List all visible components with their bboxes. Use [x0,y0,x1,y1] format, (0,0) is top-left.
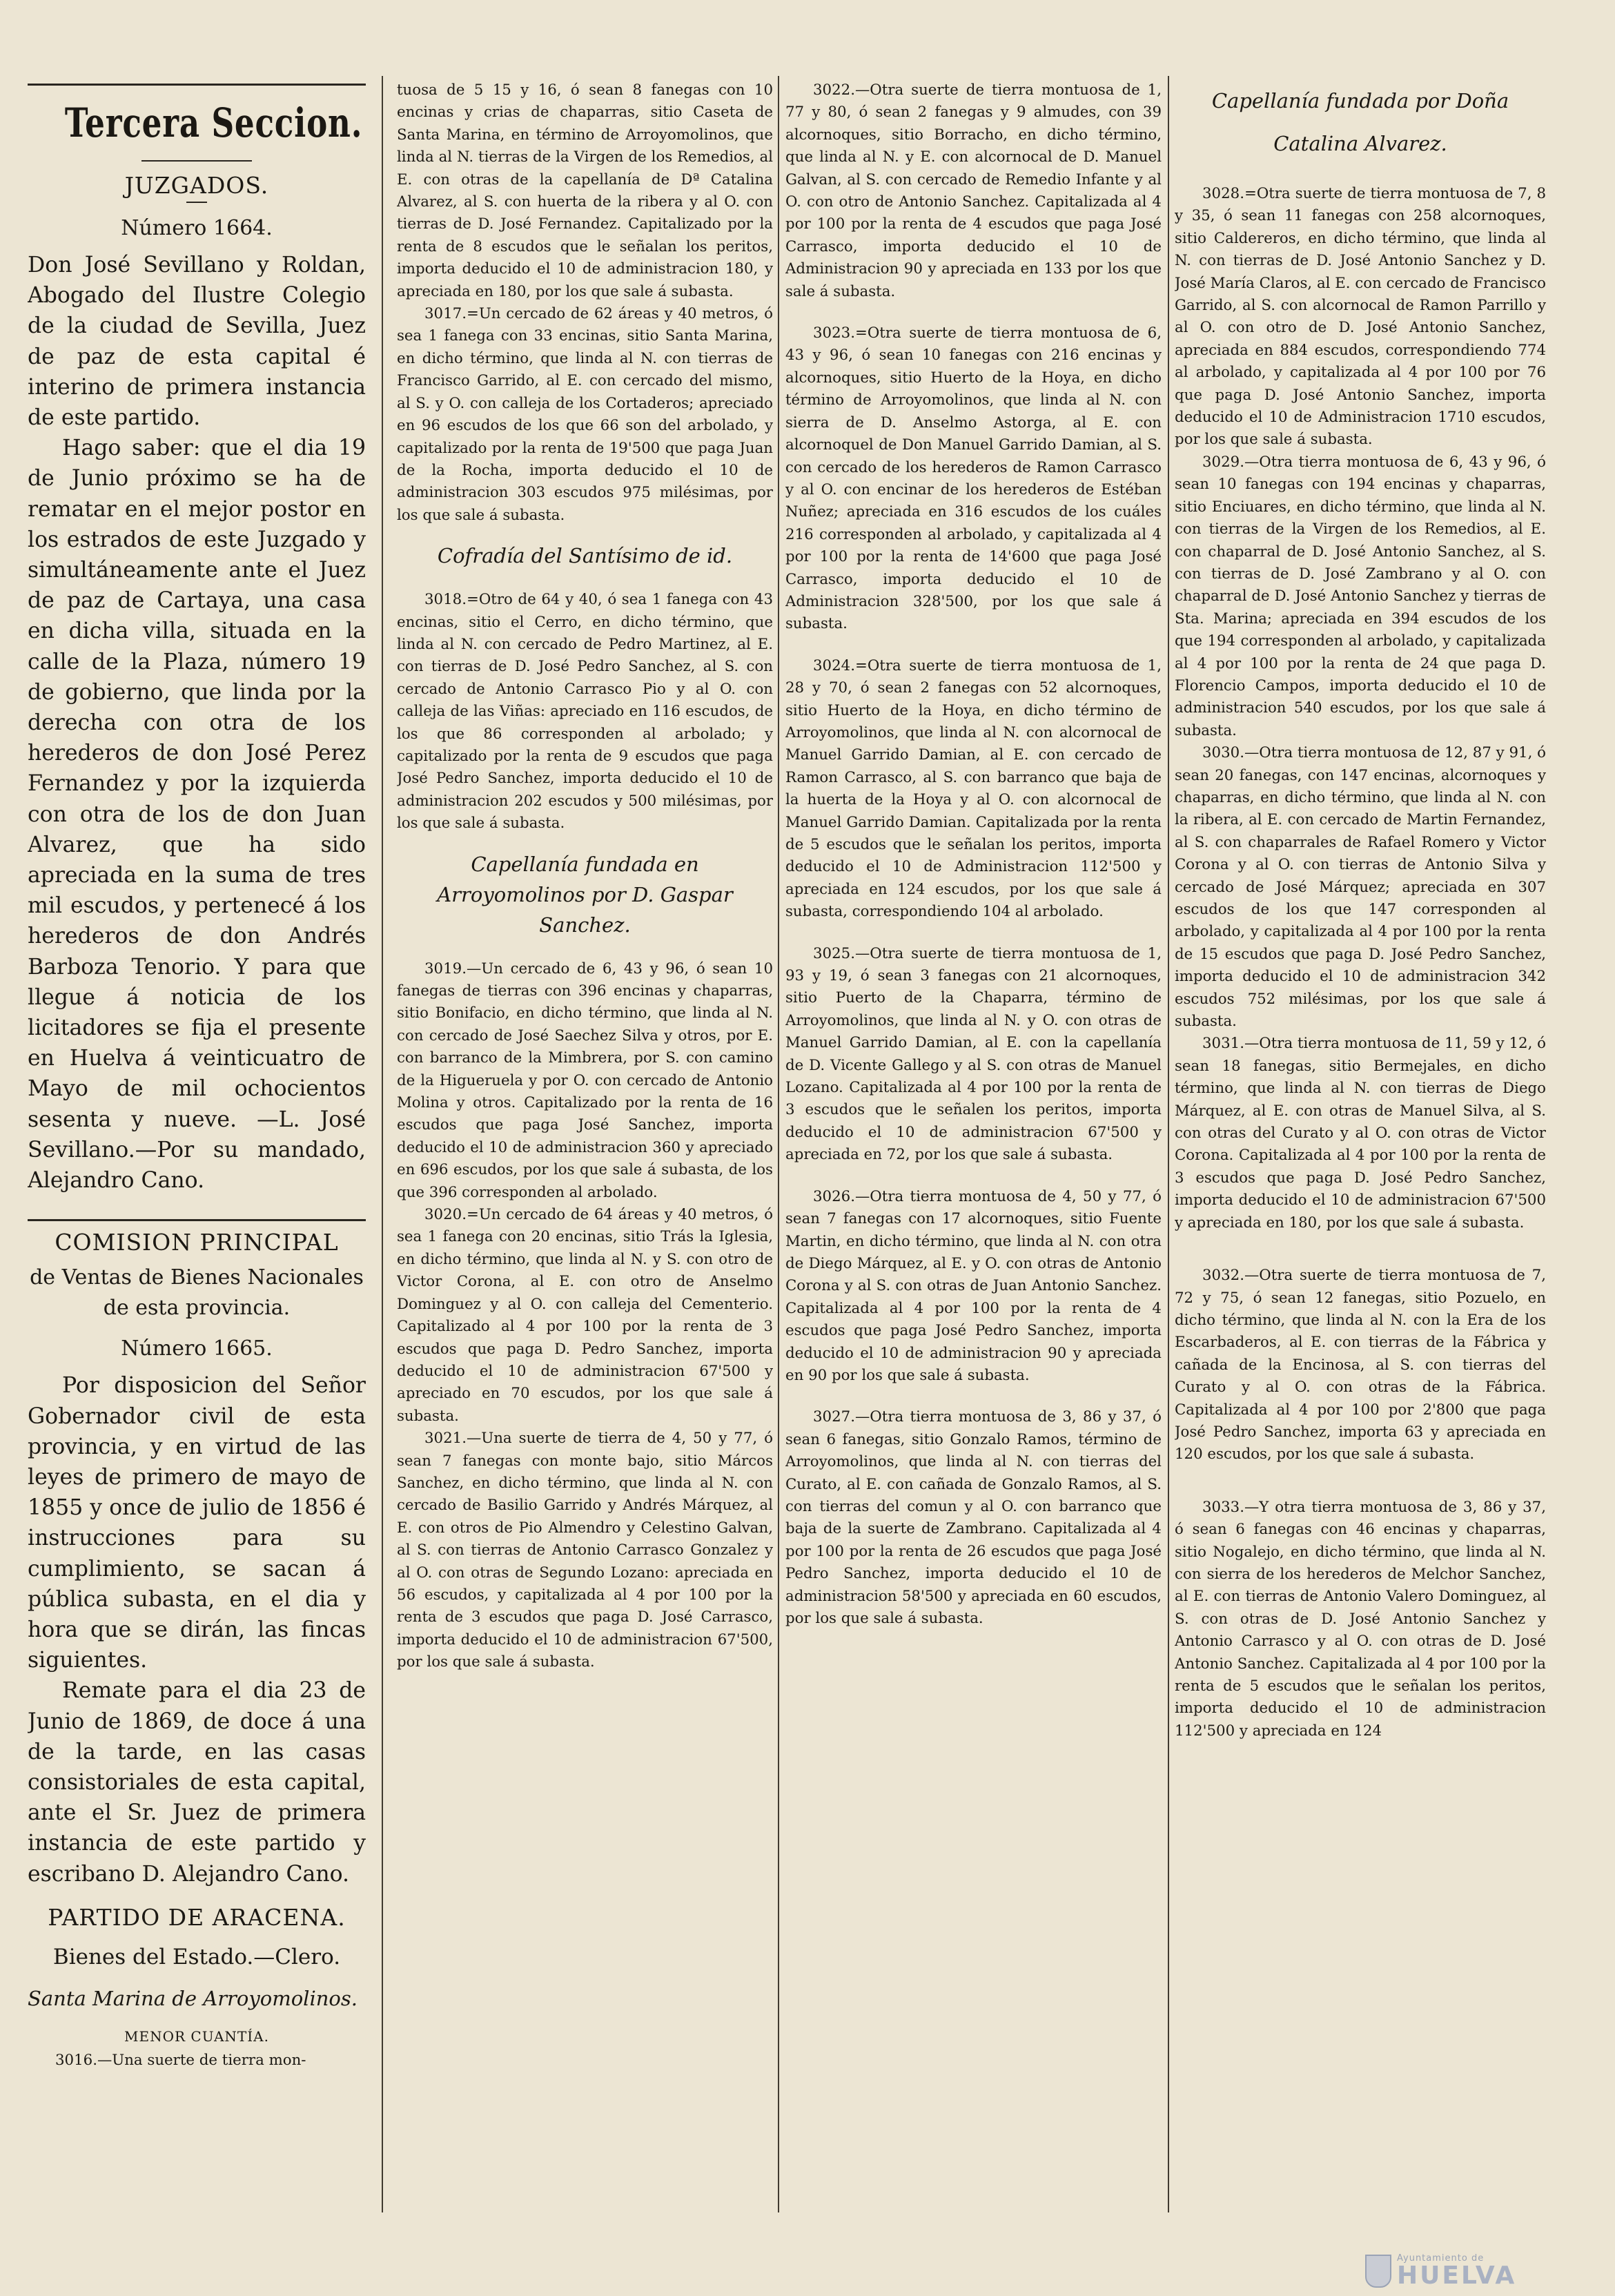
top-rule [28,84,366,86]
lot-3028: 3028.=Otra suerte de tierra montuosa de 7, 8 y 35, ó sean 11 fanegas con 258 alcornoques, sitio Caldereros, en dicho término, que linda al N. con tierras de D. José Antonio Sanchez y D. José María Claros, al E. con cercado de Francisco Garrido, al S. con alcornocal de Ramon Parrillo y al O. con otro de D. José Antonio Sanchez, apreciada en 884 escudos, correspondiendo 774 al arbolado, y capitalizada al 4 por 100 por 76 que paga D. José Antonio Sanchez, importa deducido el 10 de Administracion 1710 escudos, por los que sale á subasta. [1175,185,1546,449]
edict-1665-paragraph-1: Por disposicion del Señor Gobernador civil de esta provincia, y en virtud de las leyes de primero de mayo de 1855 y once de julio de 1856 é instrucciones para su cumplimiento, se sacan á pública subasta, en el dia y hora que se dirán, las fincas siguientes. [28,1373,366,1673]
lot-3020: 3020.=Un cercado de 64 áreas y 40 metros, ó sea 1 fanega con 20 encinas, sitio Trás la Iglesia, en dicho término, que linda al N. y S. con otro de Victor Corona, al E. con otro de Anselmo Dominguez y al O. con calleja del Cementerio. Capitalizado al 4 por 100 por la renta de 3 escudos que paga D. Pedro Sanchez, importa deducido el 10 de administracion 67'500 y apreciado en 70 escudos, por los que sale á subasta. [397,1206,773,1425]
column-rule-2 [778,76,779,2212]
lot-3019: 3019.—Un cercado de 6, 43 y 96, ó sean 10 fanegas de tierras con 396 encinas y chaparras, sitio Bonifacio, en dicho término, que linda al N. con cercado de José Saechez Silva y otros, por E. con barranco de la Mimbrera, por S. con camino de la Higueruela y por O. con cercado de Antonio Molina y otros. Capitalizado por la renta de 16 escudos que paga José Sanchez, importa deducido el 10 de administracion 360 y apreciado en 696 escudos, por los que sale á subasta, de los que 396 corresponden al arbolado. [397,960,773,1201]
capellania-gaspar-heading: Capellanía fundada en Arroyomolinos por D. Gaspar Sanchez. [437,852,733,937]
lot-3023: 3023.=Otra suerte de tierra montuosa de 6, 43 y 96, ó sean 10 fanegas con 216 encinas y alcornoques, sitio Huerto de la Hoya, en dicho término de Arroyomolinos, que linda al N. con sierra de D. Anselmo Astorga, al E. con alcornoquel de Don Manuel Garrido Damian, al S. con cercado de los herederos de Ramon Carrasco y al O. con encinar de los herederos de Estéban Nuñez; apreciada en 316 escudos de los cuáles 216 corresponden al arbolado, y capitalizada al 4 por 100 por la renta de 14'600 que paga José Carrasco, importa deducido el 10 de Administracion 328'500, por los que sale á subasta. [785,324,1162,633]
cofradia-heading: Cofradía del Santísimo de id. [437,544,733,568]
lot-3017: 3017.=Un cercado de 62 áreas y 40 metros, ó sea 1 fanega con 33 encinas, sitio Santa Marina, en dicho término, que linda al N. con tierras de Francisco Garrido, al E. con cercado del mismo, al S. y O. con calleja de los Cortaderos; apreciado en 96 escudos de los que 66 son del arbolado, y capitalizado por la renta de 19'500 que paga Juan de la Rocha, importa deducido el 10 de administracion 303 escudos 975 milésimas, por los que sale á subasta. [397,305,773,524]
lot-3025: 3025.—Otra suerte de tierra montuosa de 1, 93 y 19, ó sean 3 fanegas con 21 alcornoques, sitio Puerto de la Chaparra, término de Arroyomolinos, que linda al N. y O. con otras de Manuel Garrido Damian, al E. con la capellanía de D. Vicente Gallego y al S. con otras de Manuel Lozano. Capitalizada al 4 por 100 por la renta de 3 escudos que le señalen los peritos, importa deducido el 10 de administracion 67'500 y apreciada en 72, por los que sale á subasta. [785,944,1162,1164]
commission-heading: COMISION PRINCIPAL [55,1229,339,1256]
coat-of-arms-icon [1365,2255,1391,2288]
commission-subheading: de Ventas de Bienes Nacionales de esta provincia. [30,1265,364,1321]
lot-3016-continued: tuosa de 5 15 y 16, ó sean 8 fanegas con 10 encinas y crias de chaparras, sitio Caseta de Santa Marina, en término de Arroyomolinos, que linda al N. tierras de la Virgen de los Remedios, al E. con otras de la capellanía de Dª Catalina Alvarez, al S. con huerta de la ribera y al O. con tierras de D. José Fernandez. Capitalizado por la renta de 8 escudos que le señalan los peritos, importa deducido el 10 de administracion 180, y apreciada en 180, por los que sale á subasta. [397,81,773,300]
lot-3016-start: 3016.—Una suerte de tierra mon- [55,2051,306,2069]
lot-3018: 3018.=Otro de 64 y 40, ó sea 1 fanega con 43 encinas, sitio el Cerro, en dicho término, que linda al N. con cercado de Pedro Martinez, al E. con tierras de D. José Pedro Sanchez, al S. con cercado de Antonio Carrasco Pio y al O. con calleja de las Viñas: apreciado en 116 escudos, de los que 86 corresponden al arbolado; y capitalizado por la renta de 9 escudos que paga José Pedro Sanchez, importa deducido el 10 de administracion 202 escudos y 500 milésimas, por los que sale á subasta. [397,591,773,833]
edict-1664-body: Hago saber: que el dia 19 de Junio próximo se ha de rematar en el mejor postor en los estrados de este Juzgado y simultáneamente ante el Juez de paz de Cartaya, una casa en dicha villa, situada en la calle de la Plaza, número 19 de gobierno, que linda por la derecha con otra de los herederos de don José Perez Fernandez y por la izquierda con otra de los de don Juan Alvarez, que ha sido apreciada en la suma de tres mil escudos, y pertenecé á los herederos de don Andrés Barboza Tenorio. Y para que llegue á noticia de los licitadores se fija el presente en Huelva á veinticuatro de Mayo de mil ochocientos sesenta y nueve. —L. José Sevillano.—Por su mandado, Alejandro Cano. [28,436,366,1194]
lot-3032: 3032.—Otra suerte de tierra montuosa de 7, 72 y 75, ó sean 12 fanegas, sitio Pozuelo, en dicho término, que linda al N. con la Era de los Escarbaderos, al E. con tierras de la Fábrica y cañada de la Encinosa, al S. con tierras del Curato y al O. con otras de la Fábrica. Capitalizada al 4 por 100 por 2'800 que paga José Pedro Sanchez, importa 63 y apreciada en 120 escudos, por los que sale á subasta. [1175,1267,1546,1463]
lot-3031: 3031.—Otra tierra montuosa de 11, 59 y 12, ó sean 18 fanegas, sitio Bermejales, en dicho término, que linda al N. con tierras de Diego Márquez, al E. con otras de Manuel Silva, al S. con otras del Curato y al O. con otras de Victor Corona. Capitalizada al 4 por 100 por la renta de 3 escudos que paga D. José Pedro Sanchez, importa deducido el 10 de administracion 67'500 y apreciada en 180, por los que sale á subasta. [1175,1035,1546,1232]
lot-3026: 3026.—Otra tierra montuosa de 4, 50 y 77, ó sean 7 fanegas con 17 alcornoques, sitio Fuente Martin, en dicho término, que linda al N. con otra de Diego Márquez, al E. y O. con otras de Antonio Corona y al S. con otras de Juan Antonio Sanchez. Capitalizada al 4 por 100 por la renta de 4 escudos que paga José Pedro Sanchez, importa deducido el 10 de administracion 90 y apreciada en 90 por los que sale á subasta. [785,1187,1162,1384]
lot-3021: 3021.—Una suerte de tierra de 4, 50 y 77, ó sean 7 fanegas con monte bajo, sitio Márcos Sanchez, en dicho término, que linda al N. con cercado de Basilio Garrido y Andrés Márquez, al E. con otros de Pio Almendro y Celestino Galvan, al S. con tierras de Antonio Carrasco Gonzalez y al O. con otras de Segundo Lozano: apreciada en 56 escudos, y capitalizada al 4 por 100 por la renta de 3 escudos que paga D. José Carrasco, importa deducido el 10 de administracion 67'500, por los que sale á subasta. [397,1430,773,1671]
lot-3022: 3022.—Otra suerte de tierra montuosa de 1, 77 y 80, ó sean 2 fanegas y 9 almudes, con 39 alcornoques, sitio Borracho, en dicho término, que linda al N. y E. con alcornocal de D. Manuel Galvan, al S. con cercado de Remedio Infante y al O. con otro de Antonio Sanchez. Capitalizada al 4 por 100 por la renta de 4 escudos que paga José Carrasco, importa deducido el 10 de Administracion 90 y apreciada en 133 por los que sale á subasta. [785,81,1162,300]
watermark-line-2: HUELVA [1397,2261,1517,2290]
divider-small [186,202,207,203]
watermark-line-1: Ayuntamiento de [1397,2253,1485,2264]
notice-number-1665: Número 1665. [121,1336,273,1361]
watermark-logo [1365,2252,1552,2290]
capellania-catalina-heading: Capellanía fundada por Doña Catalina Alvarez. [1211,89,1509,155]
edict-1665-paragraph-2: Remate para el dia 23 de Junio de 1869, de doce á una de la tarde, en las casas consistoriales de esta capital, ante el Sr. Juez de primera instancia de este partido y escribano D. Alejandro Cano. [28,1678,366,1887]
column-3 [785,79,1162,2254]
section-title: Tercera Seccion. [64,99,363,146]
lot-3024: 3024.=Otra suerte de tierra montuosa de 1, 28 y 70, ó sean 2 fanegas con 52 alcornoques, sitio Huerto de la Hoya, en dicho término de Arroyomolinos, que linda al N. con alcornocal de Manuel Garrido Damian, al E. con cercado de Ramon Carrasco, al S. con barranco que baja de la huerta de la Hoya y al O. con alcornocal de Manuel Garrido Damian. Capitalizada por la renta de 5 escudos que le señalan los peritos, importa deducido el 10 de Administracion 112'500 y apreciada en 124 escudos, por los que sale á subasta, correspondiendo 104 al arbolado. [785,656,1162,921]
lot-3029: 3029.—Otra tierra montuosa de 6, 43 y 96, ó sean 10 fanegas con 194 encinas y chaparras, sitio Enciuares, en dicho término, que linda al N. con tierras de la Virgen de los Remedios, al E. con chaparral de D. José Antonio Sanchez, al S. con tierras de D. José Zambrano y al O. con chaparral de D. José Antonio Sanchez y tierras de Sta. Marina; apreciada en 394 escudos de los que 194 corresponden al arbolado, y capitalizada al 4 por 100 por la renta de 24 que paga D. Florencio Campos, importa deducido el 10 de administracion 540 escudos, por los que sale á subasta. [1175,453,1546,739]
notice-number-1664: Número 1664. [121,216,273,240]
partido-heading: PARTIDO DE ARACENA. [48,1903,346,1931]
lot-3033: 3033.—Y otra tierra montuosa de 3, 86 y 37, ó sean 6 fanegas con 46 encinas y chaparras, sitio Nogalejo, en dicho término, que linda al N. con sierra de los herederos de Melchor Sanchez, al E. con tierras de Antonio Valero Dominguez, al S. con otras de D. José Antonio Sanchez y Antonio Carrasco y al O. con otras de D. José Antonio Sanchez. Capitalizada al 4 por 100 por la renta de 5 escudos que le señalan los peritos, importa deducido el 10 de administracion 112'500 y apreciada en 124 [1175,1498,1546,1740]
section-rule [28,1219,366,1221]
column-rule-1 [382,76,383,2212]
column-2 [397,79,773,2254]
edict-1664-intro: Don José Sevillano y Roldan, Abogado del Ilustre Colegio de la ciudad de Sevilla, Juez de paz de esta capital é interino de primera instancia de este partido. [28,253,366,431]
lot-3030: 3030.—Otra tierra montuosa de 12, 87 y 91, ó sean 20 fanegas, con 147 encinas, alcornoques y chaparras, en dicho término, que linda al N. con la ribera, al E. con cercado de Martin Fernandez, al S. con chaparrales de Rafael Romero y Victor Corona y al O. con tierras de Antonio Silva y cercado de José Márquez; apreciada en 307 escudos de los que 147 corresponden al arbolado, y capitalizada al 4 por 100 por la renta de 15 escudos que paga D. José Pedro Sanchez, importa deducido el 10 de administracion 342 escudos 752 milésimas, por los que sale á subasta. [1175,744,1546,1031]
column-1 [28,79,366,2254]
divider [141,160,252,162]
juzgados-heading: JUZGADOS. [124,172,269,199]
column-rule-3 [1168,76,1169,2212]
menor-cuantia-heading: MENOR CUANTÍA. [124,2027,269,2045]
lot-3027: 3027.—Otra tierra montuosa de 3, 86 y 37, ó sean 6 fanegas, sitio Gonzalo Ramos, término de Arroyomolinos, que linda al N. con tierras del Curato, al E. con cañada de Gonzalo Ramos, al S. con tierras del comun y al O. con barranco que baja de la suerte de Zambrano. Capitalizada al 4 por 100 por la renta de 26 escudos que paga José Pedro Sanchez, importa deducido el 10 de administracion 58'500 y apreciada en 60 escudos, por los que sale á subasta. [785,1408,1162,1627]
bienes-heading: Bienes del Estado.—Clero. [52,1944,341,1969]
column-4 [1175,79,1546,2254]
santa-marina-heading: Santa Marina de Arroyomolinos. [28,1986,358,2010]
